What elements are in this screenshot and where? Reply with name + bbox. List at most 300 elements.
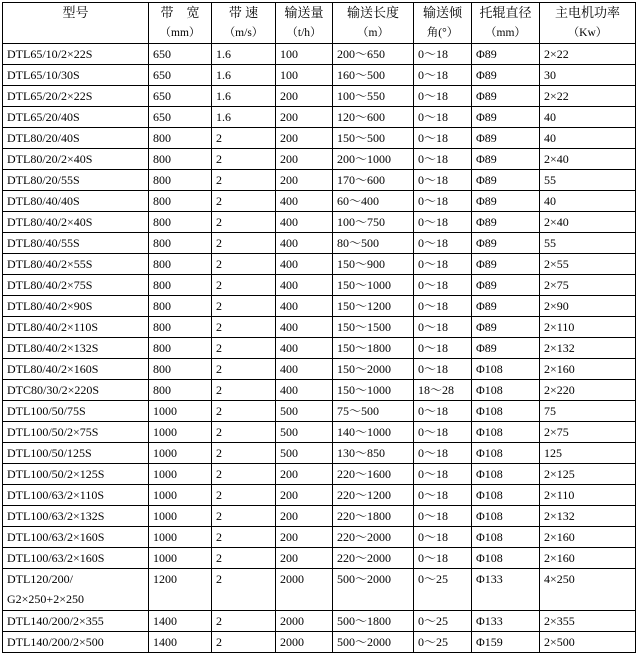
cell-capacity (276, 443, 333, 464)
cell-roller-text: Φ89 (476, 257, 497, 271)
cell-power-text: 40 (544, 194, 556, 208)
cell-speed-text: 2 (216, 278, 222, 292)
table-row (3, 107, 636, 128)
table-row (3, 401, 636, 422)
cell-angle (414, 65, 472, 86)
cell-length (333, 275, 414, 296)
cell-length (333, 107, 414, 128)
cell-power (540, 65, 636, 86)
cell-capacity (276, 296, 333, 317)
cell-power-text: 2×355 (544, 614, 575, 628)
spec-sheet (2, 2, 636, 653)
header-capacity-unit: （t/h） (286, 27, 322, 39)
cell-roller-text: Φ159 (476, 635, 503, 649)
cell-roller (472, 233, 540, 254)
cell-power-text: 2×220 (544, 383, 575, 397)
cell-power-text: 2×132 (544, 341, 575, 355)
cell-length-text: 200～650 (337, 47, 386, 61)
table-row (3, 338, 636, 359)
cell-model (3, 359, 149, 380)
cell-capacity (276, 464, 333, 485)
cell-width-text: 1000 (153, 425, 177, 439)
cell-roller (472, 296, 540, 317)
cell-model-text: DTL100/50/75S (7, 404, 86, 418)
cell-roller-text: Φ108 (476, 551, 503, 565)
cell-width (149, 233, 212, 254)
cell-speed-text: 2 (216, 215, 222, 229)
cell-roller-text: Φ89 (476, 215, 497, 229)
cell-speed-text: 2 (216, 488, 222, 502)
cell-capacity-text: 200 (280, 152, 298, 166)
cell-angle (414, 359, 472, 380)
cell-speed-text: 2 (216, 614, 222, 628)
cell-roller-text: Φ89 (476, 278, 497, 292)
cell-model (3, 44, 149, 65)
cell-capacity-text: 200 (280, 530, 298, 544)
cell-angle-text: 0～18 (418, 509, 449, 523)
cell-power (540, 191, 636, 212)
cell-width (149, 527, 212, 548)
cell-capacity-text: 100 (280, 68, 298, 82)
cell-power-text: 55 (544, 173, 556, 187)
cell-roller (472, 527, 540, 548)
cell-width (149, 359, 212, 380)
cell-angle (414, 338, 472, 359)
cell-speed-text: 2 (216, 320, 222, 334)
cell-model (3, 380, 149, 401)
cell-width-text: 800 (153, 194, 171, 208)
cell-capacity (276, 611, 333, 632)
cell-model (3, 254, 149, 275)
cell-angle (414, 275, 472, 296)
cell-model (3, 86, 149, 107)
cell-speed (212, 464, 276, 485)
cell-angle (414, 170, 472, 191)
cell-roller (472, 380, 540, 401)
header-width (149, 3, 212, 44)
cell-width-text: 650 (153, 68, 171, 82)
cell-capacity-text: 200 (280, 551, 298, 565)
cell-power-text: 2×125 (544, 467, 575, 481)
cell-capacity-text: 200 (280, 467, 298, 481)
cell-power-text: 75 (544, 404, 556, 418)
cell-speed (212, 191, 276, 212)
cell-capacity (276, 506, 333, 527)
cell-model-text: DTL100/63/2×160S (7, 530, 105, 544)
header-capacity-title: 输送量 (284, 5, 324, 20)
cell-angle-text: 0～18 (418, 152, 449, 166)
cell-roller (472, 65, 540, 86)
cell-roller-text: Φ89 (476, 68, 497, 82)
table-row (3, 548, 636, 569)
cell-length (333, 632, 414, 653)
cell-model (3, 65, 149, 86)
cell-power (540, 254, 636, 275)
cell-speed (212, 296, 276, 317)
cell-width (149, 44, 212, 65)
table-row (3, 317, 636, 338)
cell-speed (212, 569, 276, 611)
cell-capacity-text: 200 (280, 488, 298, 502)
cell-power-text: 40 (544, 131, 556, 145)
cell-angle (414, 464, 472, 485)
cell-model (3, 149, 149, 170)
table-row (3, 422, 636, 443)
cell-power (540, 527, 636, 548)
cell-length-text: 500～1800 (337, 614, 392, 628)
cell-speed (212, 317, 276, 338)
cell-speed (212, 422, 276, 443)
cell-speed (212, 527, 276, 548)
cell-angle (414, 443, 472, 464)
cell-width-text: 800 (153, 383, 171, 397)
cell-power-text: 2×160 (544, 530, 575, 544)
cell-model-text: DTL65/10/30S (7, 68, 80, 82)
header-row (3, 3, 636, 44)
cell-length-text: 200～1000 (337, 152, 392, 166)
cell-power (540, 401, 636, 422)
cell-roller-text: Φ133 (476, 614, 503, 628)
cell-width-text: 800 (153, 236, 171, 250)
cell-capacity (276, 86, 333, 107)
cell-length (333, 569, 414, 611)
cell-roller (472, 338, 540, 359)
cell-speed-text: 2 (216, 425, 222, 439)
cell-width (149, 86, 212, 107)
cell-roller-text: Φ108 (476, 362, 503, 376)
cell-roller (472, 401, 540, 422)
cell-length-text: 220～2000 (337, 551, 392, 565)
cell-model (3, 443, 149, 464)
cell-capacity-text: 2000 (280, 572, 304, 586)
cell-model (3, 338, 149, 359)
table-row (3, 254, 636, 275)
cell-length (333, 212, 414, 233)
cell-model (3, 191, 149, 212)
cell-speed-text: 2 (216, 404, 222, 418)
cell-width (149, 149, 212, 170)
cell-capacity-text: 400 (280, 341, 298, 355)
cell-model-text: DTL80/20/2×40S (7, 152, 93, 166)
cell-length-text: 100～550 (337, 89, 386, 103)
cell-speed-text: 2 (216, 572, 222, 586)
cell-angle (414, 485, 472, 506)
cell-power (540, 44, 636, 65)
cell-speed (212, 128, 276, 149)
table-row (3, 443, 636, 464)
cell-power-text: 2×110 (544, 320, 575, 334)
cell-width (149, 170, 212, 191)
cell-width (149, 401, 212, 422)
cell-angle (414, 527, 472, 548)
cell-width-text: 800 (153, 299, 171, 313)
cell-angle-text: 0～25 (418, 635, 449, 649)
header-speed (212, 3, 276, 44)
cell-model-text: DTL80/20/55S (7, 173, 80, 187)
cell-width-text: 800 (153, 341, 171, 355)
cell-roller (472, 107, 540, 128)
cell-power (540, 380, 636, 401)
cell-model-text: DTL140/200/2×355 (7, 614, 104, 628)
cell-power (540, 632, 636, 653)
header-width-title: 带 宽 (160, 5, 200, 20)
cell-speed (212, 233, 276, 254)
cell-angle-text: 0～18 (418, 446, 449, 460)
cell-angle (414, 296, 472, 317)
cell-capacity-text: 500 (280, 446, 298, 460)
conveyor-spec-table (2, 2, 636, 653)
cell-power-text: 2×500 (544, 635, 575, 649)
cell-capacity (276, 569, 333, 611)
cell-model-text: DTL80/40/2×55S (7, 257, 93, 271)
cell-width-text: 1000 (153, 530, 177, 544)
cell-power-text: 2×22 (544, 89, 569, 103)
cell-angle (414, 233, 472, 254)
cell-power-text: 2×75 (544, 425, 569, 439)
cell-length-text: 150～900 (337, 257, 386, 271)
cell-model-text: DTL120/200/ (7, 572, 73, 586)
cell-capacity-text: 100 (280, 47, 298, 61)
cell-length (333, 191, 414, 212)
cell-angle (414, 632, 472, 653)
cell-power-text: 2×160 (544, 362, 575, 376)
cell-speed (212, 506, 276, 527)
header-roller-unit: （mm） (485, 27, 526, 39)
cell-width (149, 107, 212, 128)
cell-width-text: 1000 (153, 467, 177, 481)
cell-capacity (276, 107, 333, 128)
cell-model-text-line2: G2×250+2×250 (7, 592, 84, 606)
cell-speed-text: 2 (216, 551, 222, 565)
cell-capacity (276, 44, 333, 65)
cell-model-text: DTL80/40/55S (7, 236, 80, 250)
table-row (3, 485, 636, 506)
cell-angle-text: 0～18 (418, 551, 449, 565)
cell-speed (212, 611, 276, 632)
cell-speed-text: 2 (216, 467, 222, 481)
cell-width-text: 650 (153, 110, 171, 124)
cell-roller (472, 548, 540, 569)
cell-width-text: 800 (153, 257, 171, 271)
cell-speed-text: 2 (216, 383, 222, 397)
cell-length-text: 150～1200 (337, 299, 392, 313)
cell-angle (414, 506, 472, 527)
cell-roller-text: Φ89 (476, 341, 497, 355)
cell-width-text: 1400 (153, 635, 177, 649)
cell-width-text: 800 (153, 131, 171, 145)
cell-length-text: 220～1600 (337, 467, 392, 481)
cell-width (149, 485, 212, 506)
cell-power (540, 107, 636, 128)
cell-model (3, 527, 149, 548)
cell-speed (212, 632, 276, 653)
cell-width-text: 800 (153, 278, 171, 292)
cell-angle-text: 0～18 (418, 530, 449, 544)
cell-length-text: 140～1000 (337, 425, 392, 439)
cell-capacity (276, 380, 333, 401)
cell-angle-text: 0～18 (418, 68, 449, 82)
cell-model-text: DTL80/40/2×75S (7, 278, 93, 292)
cell-model-text: DTL80/40/2×40S (7, 215, 93, 229)
cell-length (333, 422, 414, 443)
header-model-unit (3, 23, 148, 43)
cell-model (3, 317, 149, 338)
cell-power (540, 275, 636, 296)
cell-model (3, 506, 149, 527)
cell-angle (414, 548, 472, 569)
header-power-title: 主电机功率 (554, 5, 620, 20)
cell-angle-text: 0～18 (418, 89, 449, 103)
header-roller-title: 托辊直径 (479, 5, 532, 20)
table-row (3, 149, 636, 170)
cell-length-text: 150～1000 (337, 383, 392, 397)
cell-speed-text: 2 (216, 131, 222, 145)
cell-length (333, 527, 414, 548)
cell-angle-text: 0～18 (418, 236, 449, 250)
cell-length (333, 296, 414, 317)
cell-model (3, 233, 149, 254)
cell-roller (472, 212, 540, 233)
table-row (3, 380, 636, 401)
cell-speed (212, 149, 276, 170)
cell-angle-text: 0～18 (418, 47, 449, 61)
cell-model-text: DTL80/20/40S (7, 131, 80, 145)
table-row (3, 296, 636, 317)
cell-width (149, 212, 212, 233)
header-angle-title: 输送倾 (422, 5, 462, 20)
cell-speed-text: 2 (216, 194, 222, 208)
cell-length-text: 170～600 (337, 173, 386, 187)
cell-power (540, 317, 636, 338)
cell-angle-text: 0～18 (418, 488, 449, 502)
cell-speed-text: 2 (216, 530, 222, 544)
cell-speed-text: 2 (216, 257, 222, 271)
cell-angle (414, 317, 472, 338)
cell-model (3, 485, 149, 506)
cell-length-text: 150～2000 (337, 362, 392, 376)
cell-model (3, 632, 149, 653)
cell-angle (414, 569, 472, 611)
cell-speed (212, 401, 276, 422)
cell-length (333, 65, 414, 86)
cell-width (149, 128, 212, 149)
cell-capacity (276, 128, 333, 149)
cell-roller-text: Φ108 (476, 530, 503, 544)
cell-angle-text: 0～18 (418, 425, 449, 439)
cell-power (540, 506, 636, 527)
cell-capacity (276, 65, 333, 86)
cell-model-text: DTL100/50/125S (7, 446, 92, 460)
cell-angle-text: 18～28 (418, 383, 455, 397)
cell-capacity-text: 200 (280, 89, 298, 103)
cell-roller (472, 317, 540, 338)
cell-roller (472, 170, 540, 191)
cell-speed-text: 1.6 (216, 89, 231, 103)
header-length (333, 3, 414, 44)
cell-roller-text: Φ89 (476, 194, 497, 208)
cell-angle (414, 128, 472, 149)
cell-power (540, 464, 636, 485)
cell-power-text: 2×55 (544, 257, 569, 271)
cell-angle-text: 0～18 (418, 257, 449, 271)
cell-power (540, 485, 636, 506)
cell-capacity (276, 338, 333, 359)
cell-angle-text: 0～18 (418, 299, 449, 313)
table-row (3, 527, 636, 548)
cell-length (333, 506, 414, 527)
cell-angle (414, 401, 472, 422)
table-body (3, 44, 636, 653)
cell-angle-text: 0～18 (418, 215, 449, 229)
cell-length (333, 86, 414, 107)
cell-length (333, 170, 414, 191)
cell-model-text: DTL65/20/40S (7, 110, 80, 124)
cell-power-text: 2×40 (544, 152, 569, 166)
cell-model-text: DTL80/40/40S (7, 194, 80, 208)
cell-angle (414, 86, 472, 107)
cell-roller-text: Φ133 (476, 572, 503, 586)
cell-power (540, 296, 636, 317)
cell-model (3, 275, 149, 296)
cell-speed-text: 2 (216, 341, 222, 355)
cell-model-text: DTL100/63/2×160S (7, 551, 105, 565)
cell-angle-text: 0～18 (418, 278, 449, 292)
cell-power (540, 212, 636, 233)
cell-capacity-text: 400 (280, 236, 298, 250)
cell-speed (212, 359, 276, 380)
cell-speed (212, 380, 276, 401)
cell-power (540, 233, 636, 254)
cell-angle-text: 0～18 (418, 320, 449, 334)
cell-width (149, 632, 212, 653)
cell-power (540, 338, 636, 359)
cell-width-text: 1000 (153, 509, 177, 523)
cell-length-text: 75～500 (337, 404, 380, 418)
cell-width-text: 1000 (153, 488, 177, 502)
cell-angle (414, 149, 472, 170)
cell-model-text: DTL100/63/2×110S (7, 488, 104, 502)
table-row (3, 464, 636, 485)
header-speed-title: 带 速 (228, 5, 259, 20)
cell-length-text: 60～400 (337, 194, 380, 208)
cell-roller-text: Φ89 (476, 89, 497, 103)
table-row (3, 191, 636, 212)
cell-capacity-text: 400 (280, 257, 298, 271)
header-capacity (276, 3, 333, 44)
cell-width-text: 800 (153, 152, 171, 166)
cell-roller-text: Φ89 (476, 131, 497, 145)
cell-roller-text: Φ89 (476, 110, 497, 124)
cell-width (149, 611, 212, 632)
cell-width-text: 800 (153, 362, 171, 376)
cell-angle (414, 254, 472, 275)
cell-roller-text: Φ89 (476, 299, 497, 313)
cell-model (3, 212, 149, 233)
cell-angle-text: 0～25 (418, 614, 449, 628)
cell-width (149, 380, 212, 401)
cell-angle-text: 0～18 (418, 341, 449, 355)
cell-capacity (276, 632, 333, 653)
cell-power-text: 40 (544, 110, 556, 124)
cell-roller-text: Φ108 (476, 404, 503, 418)
cell-width-text: 1400 (153, 614, 177, 628)
cell-power (540, 548, 636, 569)
header-length-unit: （m） (357, 27, 389, 39)
cell-roller (472, 191, 540, 212)
cell-power (540, 422, 636, 443)
cell-speed (212, 212, 276, 233)
cell-capacity-text: 200 (280, 173, 298, 187)
